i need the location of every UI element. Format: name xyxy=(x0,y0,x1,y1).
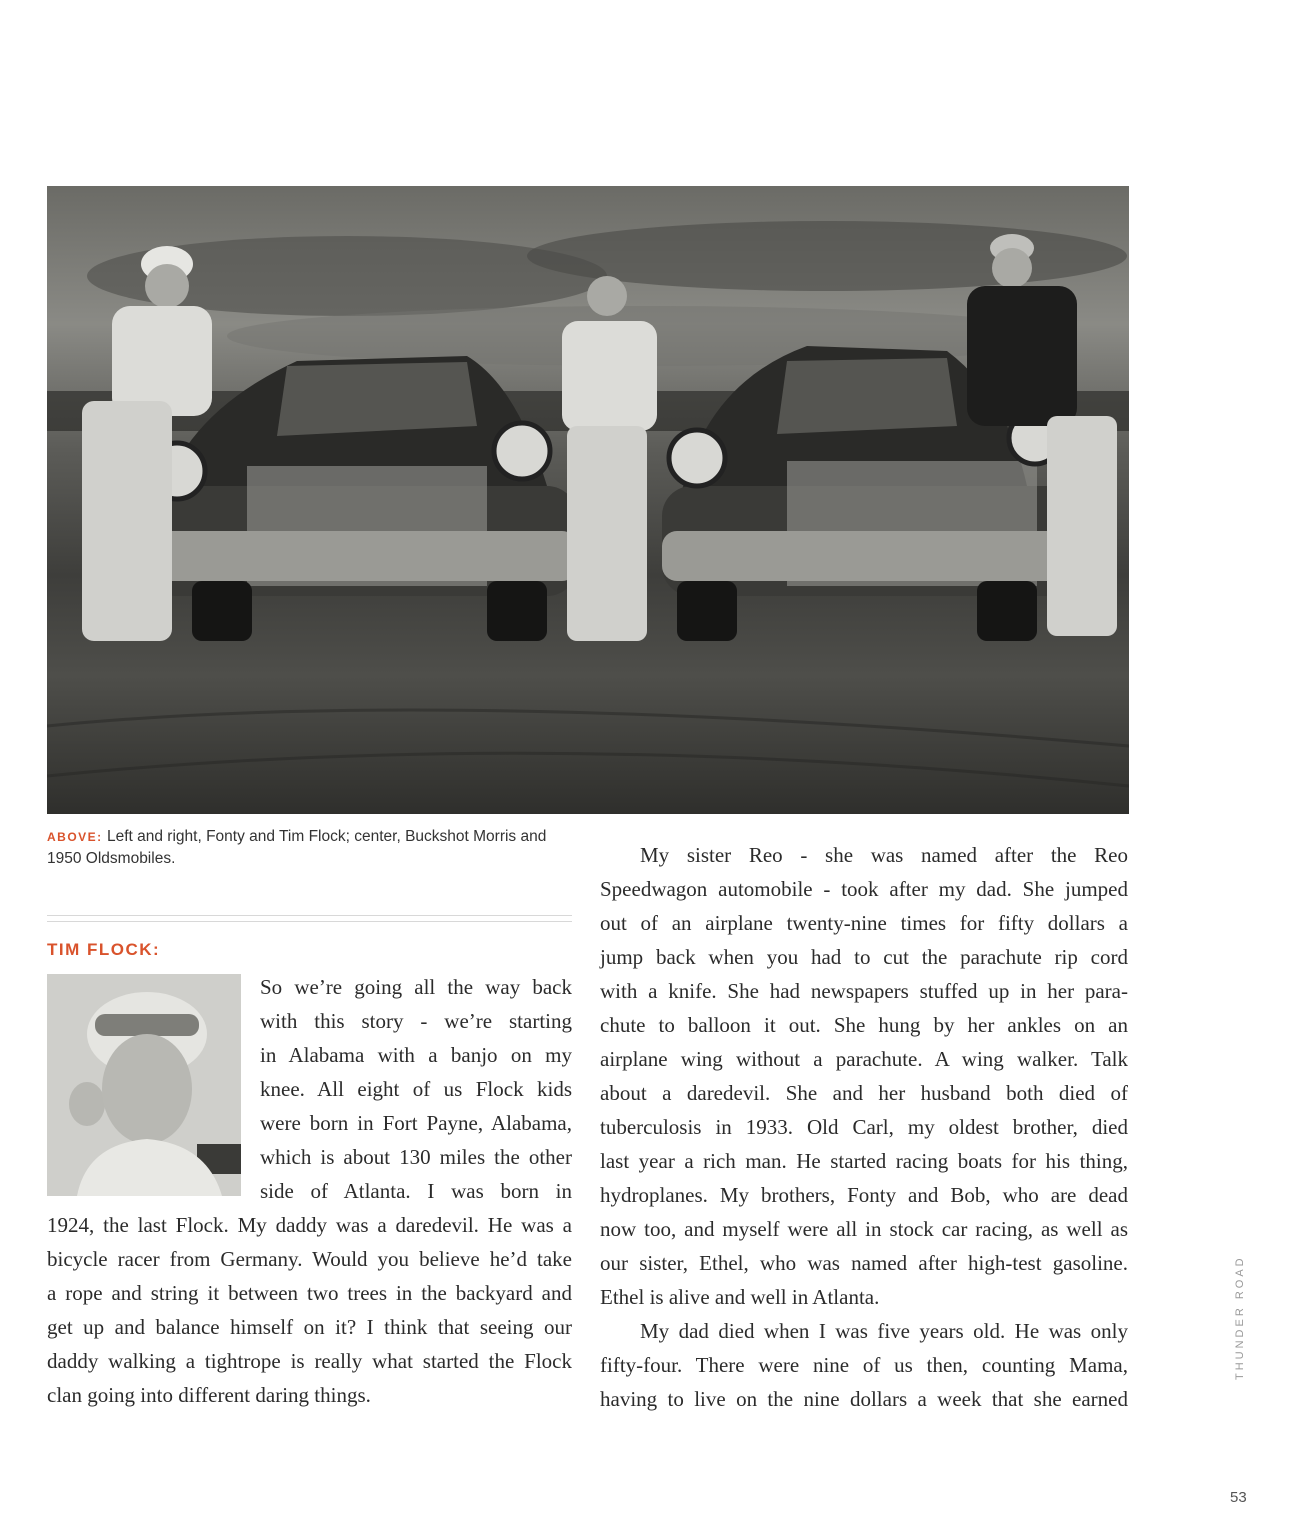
photo-caption xyxy=(47,826,567,869)
text-line: get up and balance himself on it? I think that seeing our xyxy=(47,1315,572,1339)
caption-text: Left and right, Fonty and Tim Flock; center, Buckshot Morris and 1950 Oldsmobiles. xyxy=(47,828,547,867)
text-line: out of an airplane twenty-nine times for fifty dollars a xyxy=(600,911,1128,935)
text-line: My dad died when I was five years old. He was only xyxy=(640,1319,1128,1343)
text-line: bicycle racer from Germany. Would you believe he’d take xyxy=(47,1247,572,1271)
race-cars-photo-illustration xyxy=(47,186,1129,814)
text-line: our sister, Ethel, who was named after high-test gasoline. xyxy=(600,1251,1128,1275)
text-line: which is about 130 miles the other xyxy=(260,1145,572,1169)
speaker-label: TIM FLOCK: xyxy=(47,940,161,959)
text-line: with a knife. She had newspapers stuffed up in her para- xyxy=(600,979,1128,1003)
right-column-paragraph-1 xyxy=(600,838,1128,1314)
text-line: tuberculosis in 1933. Old Carl, my oldest brother, died xyxy=(600,1115,1128,1139)
text-line: a rope and string it between two trees in the backyard and xyxy=(47,1281,572,1305)
section-divider xyxy=(47,915,572,922)
text-line: clan going into different daring things. xyxy=(47,1383,371,1407)
center-man xyxy=(562,276,657,641)
text-line: Speedwagon automobile - took after my dad. She jumped xyxy=(600,877,1128,901)
text-line: My sister Reo - she was named after the Reo xyxy=(640,843,1128,867)
text-line: daddy walking a tightrope is really what started the Flock xyxy=(47,1349,572,1373)
main-photo xyxy=(47,186,1129,814)
left-column-full-text xyxy=(47,1208,572,1412)
left-column-wrapped-text xyxy=(260,970,572,1208)
text-line: knee. All eight of us Flock kids xyxy=(260,1077,572,1101)
text-line: jump back when you had to cut the parachute rip cord xyxy=(600,945,1128,969)
caption-lead: ABOVE: xyxy=(47,830,103,844)
text-line: now too, and myself were all in stock car racing, as well as xyxy=(600,1217,1128,1241)
right-column-paragraph-2 xyxy=(600,1314,1128,1416)
text-line: with this story - we’re starting xyxy=(260,1009,572,1033)
text-line: hydroplanes. My brothers, Fonty and Bob, who are dead xyxy=(600,1183,1128,1207)
text-line: about a daredevil. She and her husband both died of xyxy=(600,1081,1128,1105)
text-line: fifty-four. There were nine of us then, counting Mama, xyxy=(600,1353,1128,1377)
text-line: having to live on the nine dollars a week that she earned xyxy=(600,1387,1128,1411)
text-line: last year a rich man. He started racing boats for his thing, xyxy=(600,1149,1128,1173)
page-number: 53 xyxy=(1230,1489,1247,1506)
tim-flock-portrait xyxy=(47,974,241,1196)
portrait-illustration xyxy=(47,974,241,1196)
text-line: in Alabama with a banjo on my xyxy=(260,1043,572,1067)
running-title: THUNDER ROAD xyxy=(1234,1255,1246,1380)
text-line: 1924, the last Flock. My daddy was a daredevil. He was a xyxy=(47,1213,572,1237)
text-line: Ethel is alive and well in Atlanta. xyxy=(600,1285,880,1309)
text-line: chute to balloon it out. She hung by her ankles on an xyxy=(600,1013,1128,1037)
text-line: were born in Fort Payne, Alabama, xyxy=(260,1111,572,1135)
text-line: So we’re going all the way back xyxy=(260,975,572,999)
text-line: side of Atlanta. I was born in xyxy=(260,1179,572,1203)
text-line: airplane wing without a parachute. A wing walker. Talk xyxy=(600,1047,1128,1071)
